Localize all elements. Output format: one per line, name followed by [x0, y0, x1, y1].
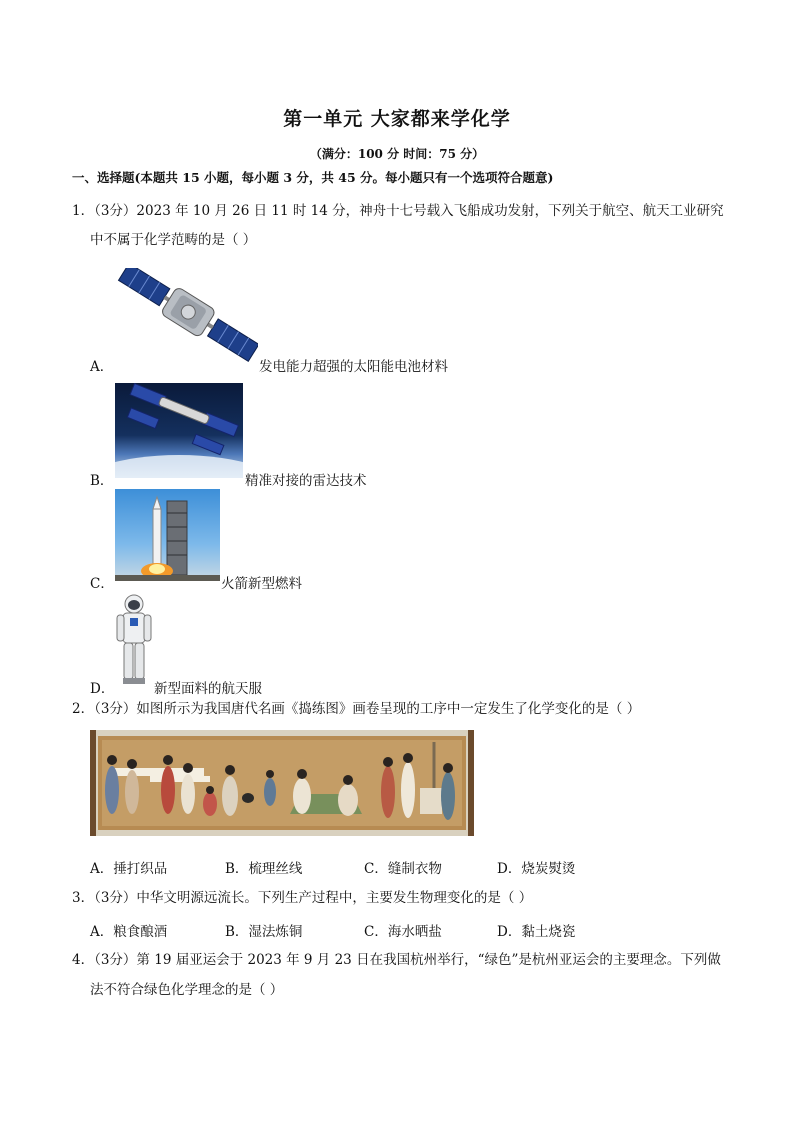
option-letter: A． — [90, 359, 114, 375]
option-1c[interactable] — [90, 572, 114, 592]
option-text: 烧炭熨烫 — [521, 861, 576, 877]
question-number: 2． — [72, 701, 95, 717]
option-3c[interactable] — [364, 920, 442, 940]
option-text: 湿法炼铜 — [248, 924, 303, 940]
option-2a[interactable] — [90, 857, 167, 877]
question-text: （3分）如图所示为我国唐代名画《捣练图》画卷呈现的工序中一定发生了化学变化的是（ ） — [94, 701, 641, 717]
option-1b[interactable] — [90, 469, 113, 489]
page-title: 第一单元 大家都来学化学 — [283, 108, 511, 130]
option-letter: A． — [90, 861, 114, 877]
option-1d-text: 新型面料的航天服 — [154, 681, 262, 697]
option-letter: B． — [225, 924, 249, 940]
option-1c-text: 火箭新型燃料 — [221, 576, 302, 592]
painting-image — [90, 730, 474, 836]
question-3 — [72, 884, 532, 912]
option-text: 黏土烧瓷 — [521, 924, 576, 940]
option-text: 粮食酿酒 — [113, 924, 168, 940]
option-letter: B． — [225, 861, 249, 877]
option-1a[interactable] — [90, 355, 113, 375]
question-number: 3． — [72, 890, 95, 906]
option-2c[interactable] — [364, 857, 442, 877]
option-3d[interactable] — [497, 920, 575, 940]
option-letter: B． — [90, 473, 114, 489]
option-letter: D． — [497, 924, 522, 940]
option-letter: D． — [497, 861, 522, 877]
question-number: 1． — [72, 203, 95, 219]
option-2d[interactable] — [497, 857, 575, 877]
question-text: （3分）2023 年 10 月 26 日 11 时 14 分，神舟十七号载入飞船成功发射，下列关于航空、航天工业研究 — [94, 203, 724, 219]
option-letter: D． — [90, 681, 115, 697]
question-4-line2: 法不符合绿色化学理念的是（ ） — [90, 982, 284, 998]
option-text: 捶打织品 — [113, 861, 168, 877]
option-1b-text: 精准对接的雷达技术 — [245, 473, 367, 489]
option-text: 缝制衣物 — [387, 861, 442, 877]
spacesuit-image — [115, 594, 153, 686]
option-1d[interactable] — [90, 677, 114, 697]
question-1-line2: 中不属于化学范畴的是（ ） — [90, 232, 257, 248]
question-number: 4． — [72, 952, 95, 968]
option-letter: C． — [90, 576, 114, 592]
exam-info: （满分：100 分 时间：75 分） — [309, 147, 485, 161]
section-heading: 一、选择题(本题共 15 小题，每小题 3 分，共 45 分。每小题只有一个选项符合题意) — [72, 170, 554, 185]
question-text: （3分）中华文明源远流长。下列生产过程中，主要发生物理变化的是（ ） — [94, 890, 533, 906]
question-text: （3分）第 19 届亚运会于 2023 年 9 月 23 日在我国杭州举行，“绿色”是杭州亚运会的主要理念。下列做 — [94, 952, 721, 968]
option-2b[interactable] — [225, 857, 302, 877]
rocket-launch-image — [115, 489, 220, 581]
docking-image — [115, 383, 243, 478]
option-3b[interactable] — [225, 920, 302, 940]
option-text: 海水晒盐 — [387, 924, 442, 940]
option-text: 梳理丝线 — [248, 861, 303, 877]
question-1 — [72, 197, 724, 225]
option-letter: C． — [364, 861, 388, 877]
satellite-image — [115, 268, 258, 364]
option-3a[interactable] — [90, 920, 167, 940]
option-letter: C． — [364, 924, 388, 940]
question-2 — [72, 695, 640, 723]
question-4 — [72, 946, 721, 974]
option-letter: A． — [90, 924, 114, 940]
option-1a-text: 发电能力超强的太阳能电池材料 — [259, 359, 448, 375]
